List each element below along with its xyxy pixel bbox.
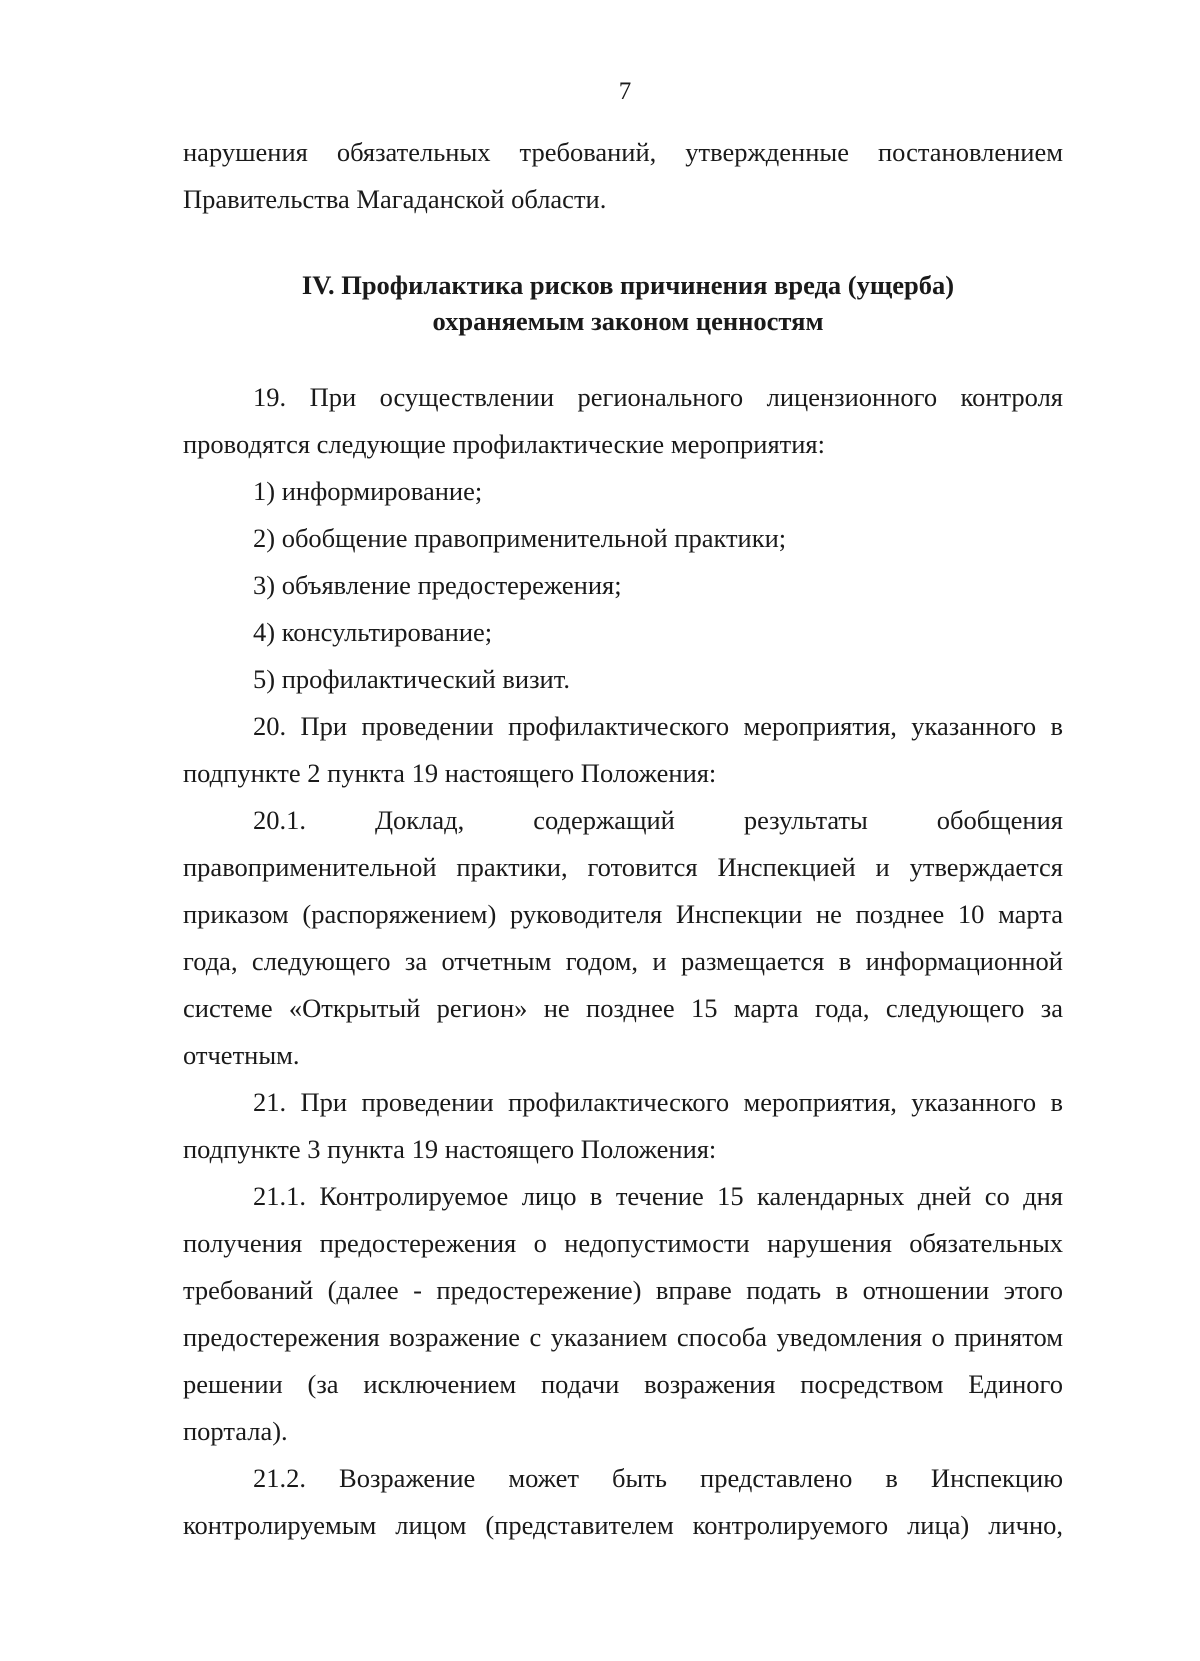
section-heading [183, 267, 1063, 339]
paragraph-21-2: 21.2. Возражение может быть представлено в Инспекцию контролируемым лицом (представителем контролируемого лица) лично, [183, 1463, 1063, 1540]
section-heading-line-1: IV. Профилактика рисков причинения вреда (ущерба) [301, 270, 955, 300]
list-item-2: 2) обобщение правоприменительной практики; [253, 523, 787, 553]
paragraph-20: 20. При проведении профилактического мероприятия, указанного в подпункте 2 пункта 19 настоящего Положения: [183, 711, 1063, 788]
paragraph-21: 21. При проведении профилактического мероприятия, указанного в подпункте 3 пункта 19 настоящего Положения: [183, 1087, 1063, 1164]
paragraph-20-1: 20.1. Доклад, содержащий результаты обобщения правоприменительной практики, готовится Инспекцией и утверждается приказом (распоряжением) руководителя Инспекции не позднее 10 марта года, следующего за отчетным годом, и размещается в информационной системе «Открытый регион» не позднее 15 марта года, следующего за отчетным. [183, 805, 1063, 1070]
page-number: 7 [618, 78, 632, 105]
document-body [183, 129, 1063, 1549]
list-item-3: 3) объявление предостережения; [253, 570, 622, 600]
list-item-4: 4) консультирование; [253, 617, 493, 647]
paragraph-19: 19. При осуществлении регионального лицензионного контроля проводятся следующие профилактические мероприятия: [183, 382, 1063, 459]
section-heading-line-2: охраняемым законом ценностям [432, 306, 824, 336]
list-item-1: 1) информирование; [253, 476, 483, 506]
list-item-5: 5) профилактический визит. [253, 664, 570, 694]
paragraph-continuation: нарушения обязательных требований, утвержденные постановлением Правительства Магаданской области. [183, 137, 1063, 214]
paragraph-21-1: 21.1. Контролируемое лицо в течение 15 календарных дней со дня получения предостережения о недопустимости нарушения обязательных требований (далее - предостережение) вправе подать в отношении этого предостережения возражение с указанием способа уведомления о принятом решении (за исключением подачи возражения посредством Единого портала). [183, 1181, 1063, 1446]
